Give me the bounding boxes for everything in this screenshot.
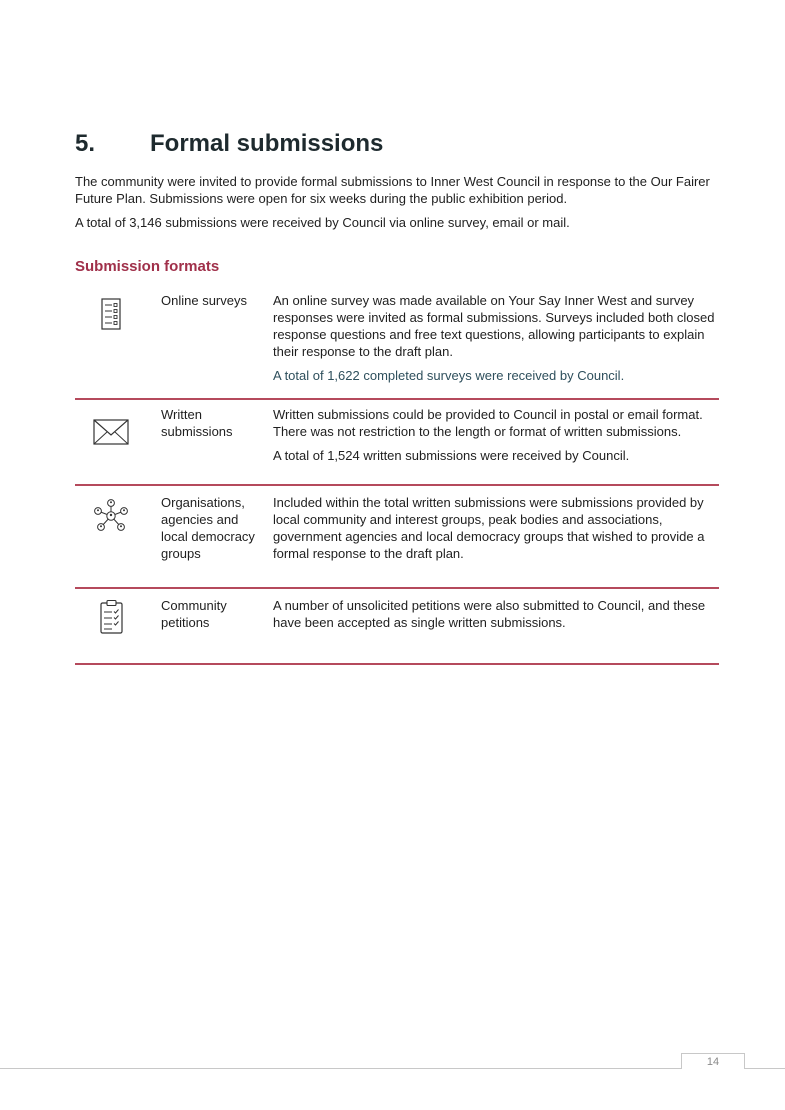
format-label: Community petitions (161, 598, 227, 630)
page-number: 14 (681, 1053, 745, 1069)
intro-paragraph: The community were invited to provide formal submissions to Inner West Council in response to the Our Fairer Future Plan. Submissions were open for six weeks during the public exhibition period. (75, 174, 710, 206)
clipboard-checklist-icon (91, 597, 131, 637)
format-description (273, 494, 719, 562)
format-description-text: A number of unsolicited petitions were also submitted to Council, and these have been accepted as single written submissions. (273, 598, 706, 630)
format-description-text: An online survey was made available on Your Say Inner West and survey responses were invited as formal submissions. Surveys included both closed response questions and free text questions, allowing participants to explain their response to the draft plan. (273, 293, 715, 359)
survey-list-icon (91, 294, 131, 334)
format-description (273, 406, 719, 464)
format-row-written-submissions (75, 400, 719, 486)
section-title: Formal submissions (150, 130, 384, 157)
section-heading (75, 128, 383, 160)
format-row-online-surveys (75, 290, 719, 400)
format-description-text: Included within the total written submissions were submissions provided by local community and interest groups, peak bodies and associations, government agencies and local democracy groups that wished to provide a formal response to the draft plan. (273, 495, 705, 561)
format-description (273, 292, 719, 384)
submission-formats-heading: Submission formats (75, 258, 220, 275)
format-label: Organisations, agencies and local democracy groups (161, 495, 255, 561)
format-description-text: Written submissions could be provided to Council in postal or email format. There was not restriction to the length or format of written submissions. (273, 407, 703, 439)
format-label: Written submissions (161, 407, 233, 439)
intro-total-paragraph: A total of 3,146 submissions were received by Council via online survey, email or mail. (75, 215, 570, 230)
network-people-icon (91, 496, 131, 536)
format-total-text: A total of 1,622 completed surveys were received by Council. (273, 368, 625, 383)
footer-divider (0, 1068, 785, 1069)
envelope-icon (91, 412, 131, 452)
format-row-community-petitions (75, 589, 719, 665)
format-row-organisations (75, 486, 719, 589)
submission-formats-table (75, 290, 719, 665)
format-label: Online surveys (161, 293, 247, 308)
format-total-text: A total of 1,524 written submissions were received by Council. (273, 448, 630, 463)
section-number: 5. (75, 130, 96, 157)
format-description (273, 597, 719, 631)
